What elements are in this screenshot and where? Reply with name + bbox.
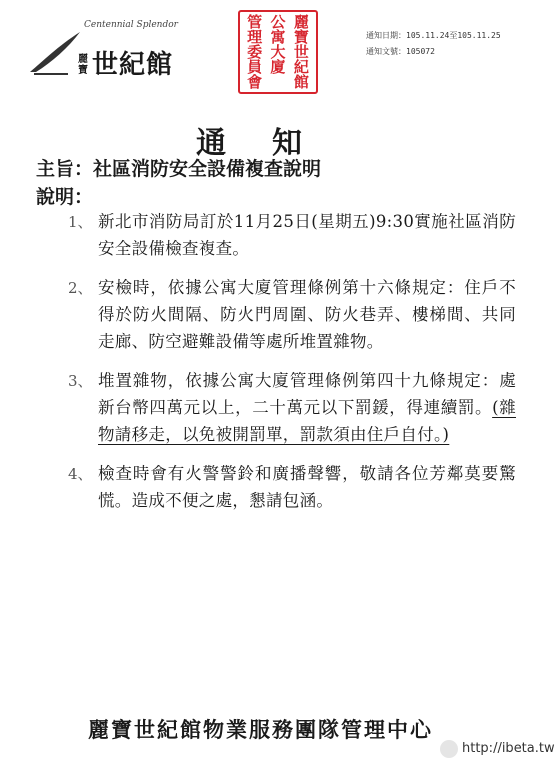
item-number: 3、 xyxy=(68,372,93,390)
item-text-main: 堆置雜物，依據公寓大廈管理條例第四十九條規定：處新台幣四萬元以上，二十萬元以下罰鍰，得連續罰。 xyxy=(98,371,516,417)
item-number: 4、 xyxy=(68,465,93,483)
seal-character: 世 xyxy=(293,43,309,61)
item-number: 2、 xyxy=(68,279,93,297)
notice-doc-number: 通知文號：105072 xyxy=(366,47,435,56)
item-list xyxy=(68,208,538,526)
site-watermark xyxy=(440,738,555,760)
item-text: 新北市消防局訂於11月25日(星期五)9:30實施社區消防安全設備檢查複查。 xyxy=(98,212,516,258)
item-text xyxy=(98,367,516,448)
notice-date: 通知日期：105.11.24至105.11.25 xyxy=(366,31,501,40)
item-text: 檢查時會有火警警鈴和廣播聲響，敬請各位芳鄰莫要驚慌。造成不便之處，懇請包涵。 xyxy=(98,464,516,510)
seal-character: 會 xyxy=(247,73,263,91)
watermark-text: http://ibeta.tw xyxy=(462,741,555,756)
seal-character: 廈 xyxy=(270,58,286,76)
seal-character: 麗 xyxy=(293,13,309,31)
item-number: 1、 xyxy=(68,213,93,231)
seal-character: 寓 xyxy=(270,28,286,46)
list-item xyxy=(68,460,538,514)
quill-logo-icon xyxy=(28,28,82,78)
seal-character: 管 xyxy=(247,13,263,31)
seal-character: 員 xyxy=(247,58,263,76)
list-item xyxy=(68,274,538,355)
building-logo xyxy=(28,18,188,84)
seal-character: 紀 xyxy=(293,58,309,76)
logo-small-text: 麗寶 xyxy=(78,54,88,76)
notice-meta xyxy=(366,28,501,60)
watermark-logo-icon xyxy=(440,740,458,758)
seal-character: 委 xyxy=(247,43,263,61)
subject-line: 主旨：社區消防安全設備複查說明 xyxy=(36,158,322,180)
seal-character: 寶 xyxy=(293,28,309,46)
item-text: 安檢時，依據公寓大廈管理條例第十六條規定：住戶不得於防火間隔、防火門周圍、防火巷弄、樓梯間、共同走廊、防空避難設備等處所堆置雜物。 xyxy=(98,278,516,351)
seal-character: 理 xyxy=(247,28,263,46)
logo-main-text: 世紀館 xyxy=(92,50,174,80)
seal-character: 館 xyxy=(293,73,309,91)
committee-seal xyxy=(238,10,318,94)
explanation-label: 說明： xyxy=(36,186,94,208)
logo-script-text: Centennial Splendor xyxy=(84,20,178,30)
seal-character: 大 xyxy=(270,43,286,61)
page-title: 通知 xyxy=(196,126,348,161)
list-item xyxy=(68,367,538,448)
seal-character xyxy=(266,75,289,90)
footer-signature: 麗寶世紀館物業服務團隊管理中心 xyxy=(88,717,433,742)
list-item xyxy=(68,208,538,262)
seal-character: 公 xyxy=(270,13,286,31)
item-text-underlined: (雜物請移走，以免被開罰單，罰款須由住戶自付。) xyxy=(98,398,516,444)
